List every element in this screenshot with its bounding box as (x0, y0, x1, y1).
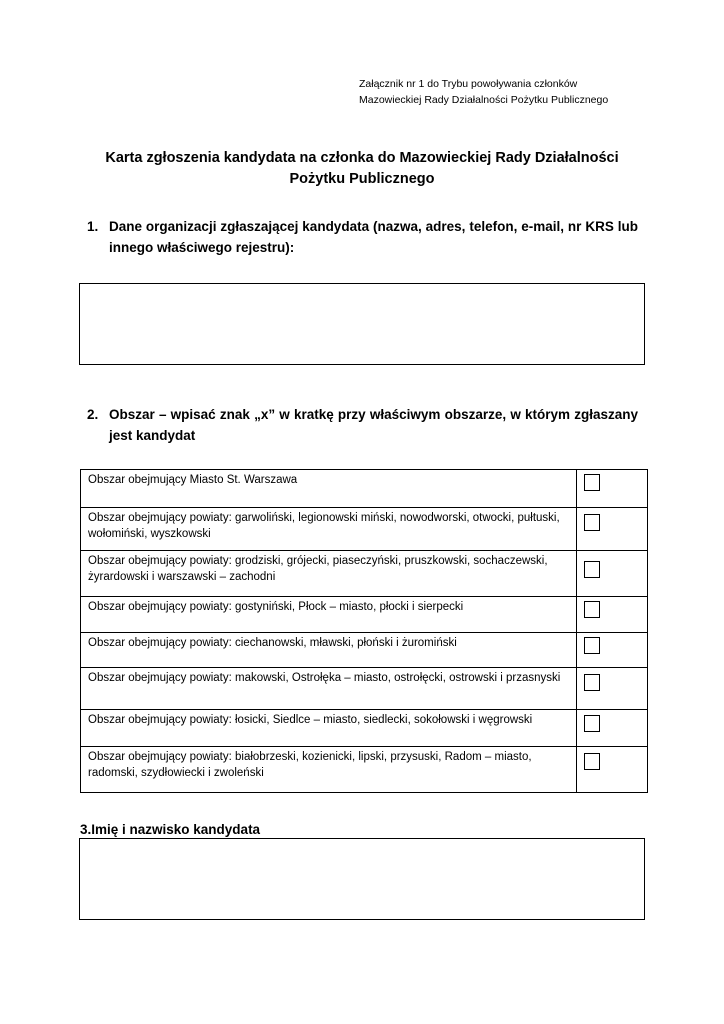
area-row (81, 633, 648, 668)
area-label: Obszar obejmujący powiaty: białobrzeski, kozienicki, lipski, przysuski, Radom – miasto, radomski, szydłowiecki i zwoleński (81, 747, 577, 793)
area-checkbox[interactable] (584, 561, 600, 578)
organization-data-field[interactable] (79, 283, 645, 365)
form-title (80, 148, 644, 190)
area-label: Obszar obejmujący powiaty: grodziski, grójecki, piaseczyński, pruszkowski, sochaczewski, żyrardowski i warszawski – zachodni (81, 551, 577, 597)
area-row (81, 508, 648, 551)
area-row (81, 551, 648, 597)
area-checkbox[interactable] (584, 674, 600, 691)
area-checkbox[interactable] (584, 637, 600, 654)
annex-line-2: Mazowieckiej Rady Działalności Pożytku Publicznego (359, 94, 609, 106)
area-label: Obszar obejmujący powiaty: gostyniński, Płock – miasto, płocki i sierpecki (81, 597, 577, 633)
area-row (81, 470, 648, 508)
area-checkbox[interactable] (584, 474, 600, 491)
area-row (81, 597, 648, 633)
section-2-text: Obszar – wpisać znak „x” w kratkę przy właściwym obszarze, w którym zgłaszany jest kandydat (109, 407, 638, 443)
area-row (81, 747, 648, 793)
area-table (80, 469, 648, 793)
area-label: Obszar obejmujący powiaty: garwoliński, legionowski miński, nowodworski, otwocki, pułtuski, wołomiński, wyszkowski (81, 508, 577, 551)
section-1-heading (87, 216, 638, 258)
area-checkbox[interactable] (584, 601, 600, 618)
area-label: Obszar obejmujący powiaty: ciechanowski, mławski, płoński i żuromiński (81, 633, 577, 668)
area-label: Obszar obejmujący Miasto St. Warszawa (81, 470, 577, 508)
section-1-number: 1. (87, 219, 99, 234)
area-checkbox[interactable] (584, 715, 600, 732)
area-checkbox[interactable] (584, 753, 600, 770)
annex-line-1: Załącznik nr 1 do Trybu powoływania członków (359, 78, 578, 90)
section-1-text: Dane organizacji zgłaszającej kandydata (nazwa, adres, telefon, e-mail, nr KRS lub innego właściwego rejestru): (109, 219, 638, 255)
area-label: Obszar obejmujący powiaty: makowski, Ostrołęka – miasto, ostrołęcki, ostrowski i przasnyski (81, 668, 577, 710)
area-label: Obszar obejmujący powiaty: łosicki, Siedlce – miasto, siedlecki, sokołowski i węgrowski (81, 710, 577, 747)
candidate-name-field[interactable] (79, 838, 645, 920)
area-row (81, 710, 648, 747)
form-title-line-1: Karta zgłoszenia kandydata na członka do Mazowieckiej Rady Działalności (105, 150, 619, 166)
section-2-heading (87, 404, 638, 446)
section-2-number: 2. (87, 407, 99, 422)
area-row (81, 668, 648, 710)
section-3-heading: 3.Imię i nazwisko kandydata (80, 822, 261, 837)
area-checkbox[interactable] (584, 514, 600, 531)
form-title-line-2: Pożytku Publicznego (289, 171, 435, 187)
annex-note (359, 76, 608, 108)
